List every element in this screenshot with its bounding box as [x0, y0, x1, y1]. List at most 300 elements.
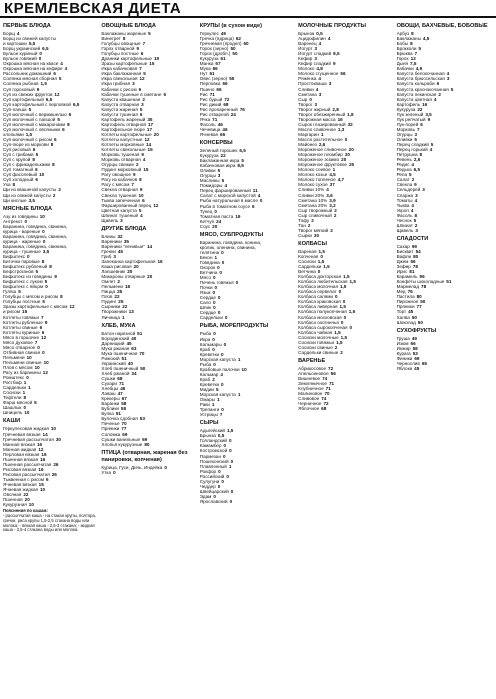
item-name: Кабачковая икра	[199, 163, 236, 169]
item-name: Молоко топленое	[298, 177, 336, 183]
section-heading: ПТИЦА (отварная, жареная без панировки, копченая)	[101, 449, 188, 463]
item-name: Горох отварной	[101, 46, 135, 52]
item-name: Окрошка мясная на кефире	[3, 66, 63, 72]
item-value: 0	[229, 498, 233, 504]
section	[298, 358, 394, 411]
item-name: Ячневая вязкая	[3, 481, 37, 487]
item-name: Бульон куриный	[3, 51, 38, 57]
item-name: Спаржа	[396, 192, 414, 198]
item-value: 0	[217, 483, 221, 489]
item-name: Костромской	[199, 448, 228, 454]
item-value: 68	[321, 406, 327, 412]
section-heading: РЫБА, МОРЕПРОДУКТЫ	[199, 323, 269, 330]
item-value: 66	[216, 86, 222, 92]
item-value: 0	[24, 218, 27, 224]
item-value: 1,5	[40, 81, 47, 87]
item-value: 20	[212, 223, 218, 229]
item-name: Кабачки	[396, 66, 414, 72]
item-value: 0	[342, 299, 346, 305]
item-name: Рисовая рассыпчатая	[3, 471, 50, 477]
item-value: 50	[232, 51, 238, 57]
item-name: Творожная масса	[298, 116, 336, 122]
item-name: Голландский	[199, 438, 227, 444]
item-name: Молоко козье	[298, 172, 328, 178]
item-name: Овсяная	[3, 492, 22, 498]
item-name: курица - тушеные	[3, 248, 41, 254]
item-value: 25	[118, 299, 124, 305]
item-name: Капуста брюссельская	[396, 76, 445, 82]
item-name: Чечевица	[199, 126, 221, 132]
item-value: 16	[422, 101, 428, 107]
item-value: 1	[216, 397, 220, 403]
item-value: 6	[53, 71, 56, 77]
item-value: 0	[213, 493, 216, 499]
item-value: 6	[41, 329, 45, 335]
item-name: Творог мягкий	[298, 227, 329, 233]
section	[200, 140, 296, 229]
item-name: Морковь отварная	[101, 157, 141, 163]
item-value: 70	[139, 350, 145, 356]
item-value: 77	[121, 426, 127, 432]
item-value: 8	[12, 182, 16, 188]
item-name: Колбаса полукопченая	[298, 309, 347, 315]
item-name: Капуста жареная	[101, 106, 138, 112]
item-name: Сельдерей	[396, 187, 421, 193]
item-value: 50	[417, 319, 423, 325]
item-value: 9	[141, 152, 144, 158]
item-name: Борщ из свежей капусты	[3, 36, 56, 42]
item-value: 12	[410, 56, 416, 62]
item-name: Ветчина	[199, 270, 218, 276]
item-value: 71	[212, 116, 218, 122]
item-name: Ячневая	[199, 131, 219, 137]
item-name: Колбаса салями	[298, 294, 333, 300]
section	[200, 23, 296, 137]
item-value: 4	[224, 183, 228, 189]
item-value: 46	[120, 386, 126, 392]
item-name: Гречневая рассыпчатая	[3, 436, 54, 442]
item-name: Нут	[199, 71, 208, 77]
item-value: 0	[223, 341, 227, 347]
item-name: Сметана	[298, 91, 317, 97]
item-value: 3	[415, 192, 418, 198]
item-name: Салат с морской капустой	[199, 193, 256, 199]
footnote-text: - рассыпчатая каша - на стакан крупы, полтора, гречки, риса крупы 1,5-2,5 стакана воды или молока; - вязкая каша - 2,5-3 стакана; - жидкая каша - 3,5-4 стакана воды или молока.	[3, 513, 96, 533]
item-name: Сардельки свиные	[298, 349, 339, 355]
item-name: Маслины	[199, 178, 220, 184]
item-name: Манка	[199, 61, 214, 67]
item-name: Шпинат тушеный	[101, 212, 139, 218]
item-name: Дарницкий	[101, 340, 125, 346]
item-value: 58	[120, 406, 127, 412]
item-value: 12	[54, 91, 60, 97]
item-name: Творог жирный	[298, 106, 331, 112]
item-value: 6	[32, 147, 36, 153]
item-value: 2	[52, 192, 56, 198]
item-value: 13	[128, 309, 134, 315]
item-name: Язык	[199, 290, 211, 296]
item-value: 7	[131, 182, 134, 188]
item-value: 0	[219, 270, 222, 276]
item-value: 6	[35, 177, 38, 183]
item-value: 99	[411, 243, 417, 249]
item-name: Суп молочный с лапшой	[3, 116, 56, 122]
item-value: 6	[138, 86, 142, 92]
item-value: 51	[115, 411, 121, 417]
item-name: Мясо духовое	[3, 339, 33, 345]
item-value: 8	[32, 157, 35, 163]
item-value: 70	[324, 391, 330, 397]
item-value: 46	[217, 121, 223, 127]
item-value: 74	[321, 396, 327, 402]
item-name: Курага	[396, 350, 411, 356]
item-name: Омары	[199, 397, 215, 403]
item-value: 6,5	[239, 147, 246, 153]
item-value: 45	[408, 309, 414, 315]
item-name: Рыба	[199, 331, 212, 337]
item-value: 4,7	[337, 177, 345, 183]
item-name: Макароны отварные	[101, 274, 146, 280]
item-name: Рыба натуральная в масле	[199, 198, 258, 204]
item-name: Яблоки	[396, 365, 413, 371]
list-item	[397, 228, 493, 233]
item-value: 0	[45, 284, 48, 290]
item-name: Омлет	[101, 279, 116, 285]
item-value: 0	[217, 310, 221, 316]
item-value: 2,6	[318, 142, 326, 148]
item-value: 8	[52, 162, 55, 168]
item-name: Пошехонский	[199, 458, 229, 464]
item-name: Рассольник домашний	[3, 71, 52, 77]
item-value: 6	[46, 476, 49, 482]
item-name: Суп томатный	[3, 167, 34, 173]
item-value: 56	[410, 259, 416, 265]
item-name: Бифштекс	[3, 253, 26, 259]
item-name: Каша рисовая	[101, 264, 132, 270]
item-name: Вишневое	[298, 376, 321, 381]
item-value: 96	[419, 274, 425, 280]
item-name: Масло растительное	[298, 136, 343, 142]
item-value: 47	[117, 391, 123, 397]
item-name: Украинский	[101, 360, 126, 366]
item-name: Рагу из баранины	[3, 370, 41, 376]
item-value: 1,5	[339, 304, 346, 310]
item-name: Капуста цветная	[396, 96, 432, 102]
item-value: 4	[326, 187, 329, 193]
item-value: 5	[42, 299, 45, 305]
item-value: 0	[230, 458, 234, 464]
item-value: 19	[153, 56, 160, 62]
item-name: Сосиски свиные	[298, 344, 333, 350]
list-item	[298, 350, 394, 355]
item-name: Яблочное	[298, 406, 320, 412]
item-name: Пшенная	[3, 497, 23, 503]
item-name: Малиновое	[298, 391, 323, 397]
item-name: Рыба в томатном соусе	[199, 203, 251, 209]
item-value: 1,5	[25, 131, 33, 137]
item-name: Капуста отварная	[101, 101, 140, 107]
item-name: Суп картофельный с перловкой	[3, 101, 71, 107]
item-value: 63	[131, 345, 137, 351]
item-name: Кабачки с рисом	[101, 86, 137, 92]
item-name: Мясо отварное	[3, 344, 36, 350]
item-value: 15	[143, 167, 149, 173]
item-name: Морская капуста	[199, 392, 236, 398]
item-value: 18	[124, 284, 131, 290]
item-value: 2	[411, 177, 415, 183]
item-name: Бифштекс из говядины	[3, 274, 53, 280]
item-value: 53	[412, 350, 418, 356]
item-value: 1,5	[336, 339, 343, 345]
item-name: Инжир	[396, 345, 411, 351]
section-heading: КОНСЕРВЫ	[199, 139, 233, 146]
item-name: Баклажаны жареные	[101, 31, 147, 36]
item-name: Сало	[199, 300, 211, 306]
item-value: 5	[139, 106, 143, 112]
item-value: 4	[315, 86, 319, 92]
item-name: Пряники	[101, 426, 120, 432]
item-value: 20	[341, 157, 347, 163]
item-value: 1,5	[318, 248, 325, 254]
item-name: Томатная паста	[199, 213, 234, 219]
item-name: Почки	[199, 285, 213, 291]
item-value: 7	[34, 339, 38, 345]
item-name: Изюм	[396, 340, 409, 346]
section-heading: СЫРЫ	[199, 420, 219, 427]
item-name: Рисовая вязкая	[3, 466, 37, 472]
item-value: 22	[122, 304, 128, 310]
item-name: Крабовые палочки	[199, 366, 240, 372]
item-name: Суп с грибами	[3, 152, 34, 158]
item-value: 8	[49, 264, 52, 270]
item-name: Пастила	[396, 294, 415, 300]
item-value: 16	[337, 116, 343, 122]
item-name: Бифштекс с яйцом	[3, 284, 44, 290]
item-value: 4	[410, 207, 414, 213]
item-name: Пудинг морковный	[101, 167, 142, 173]
item-name: Кукурузная	[3, 502, 27, 508]
item-value: 16	[40, 456, 46, 462]
item-name: Бифштекс с луком	[3, 279, 43, 285]
item-name: Плавленный	[199, 463, 227, 469]
list-item	[298, 406, 394, 411]
item-name: Щи из квашеной капусты	[3, 187, 57, 193]
item-value: 1,5	[334, 329, 341, 335]
item-name: Мармелад	[396, 284, 420, 290]
item-value: 6	[252, 203, 255, 209]
item-name: Суп-лапша	[3, 106, 27, 112]
item-value: 0	[235, 280, 239, 286]
item-name: Бульон говяжий	[3, 56, 37, 62]
item-value: 66	[222, 81, 228, 87]
item-name: Мука пшеничная	[101, 350, 138, 356]
item-value: 1	[332, 167, 336, 173]
item-name: Бекон	[199, 254, 213, 260]
item-value: 3,5	[425, 111, 432, 117]
item-value: 2	[334, 344, 338, 350]
item-name: Уха	[3, 182, 11, 188]
item-name: Финики	[396, 355, 413, 361]
item-name: Салат	[396, 177, 410, 183]
item-value: 7	[414, 51, 418, 57]
item-value: 3	[120, 217, 123, 223]
item-name: Колбаса краковская	[298, 299, 341, 305]
section-heading: ОВОЩИ, БАХЧЕВЫЕ, БОБОВЫЕ	[396, 23, 488, 29]
item-name: Колбаса сервелат	[298, 289, 337, 295]
item-name: Сыр творожный	[298, 207, 333, 213]
item-name: Лук зеленый	[396, 111, 424, 117]
item-name: Огурцы	[199, 173, 216, 179]
item-name: Баранки	[101, 401, 120, 407]
item-value: 10	[241, 366, 247, 372]
section	[200, 420, 296, 504]
item-value: 61	[209, 71, 215, 77]
item-value: 80	[416, 294, 422, 300]
item-name: Кабачки тушеные в сметане	[101, 91, 162, 97]
item-name: Зразы картофельные с мясом	[3, 304, 68, 310]
item-value: 30	[313, 232, 320, 238]
item-name: Трепанги	[199, 407, 220, 413]
item-name: Брынза	[298, 31, 315, 36]
item-name: Свекла тушеная	[101, 192, 137, 198]
item-name: Молоко сгущенное	[298, 71, 339, 77]
item-name: Кукуруза	[199, 153, 219, 159]
item-value: 1	[320, 131, 324, 137]
item-value: 6	[68, 111, 72, 117]
list-item	[200, 224, 296, 229]
item-value: 1	[214, 254, 218, 260]
item-name: Икра кабачковая	[101, 66, 138, 72]
item-value: 0	[212, 346, 215, 352]
section	[3, 418, 99, 507]
item-name: Колбаса чайная	[298, 329, 333, 335]
item-name: Овес (зерно)	[199, 76, 228, 82]
item-value: 4	[318, 76, 321, 82]
item-name: Котлеты морковные	[101, 142, 145, 148]
item-name: Рис дикий	[199, 101, 222, 107]
item-value: 2	[438, 91, 441, 97]
item-value: 3	[415, 227, 418, 233]
item-value: 10	[24, 410, 30, 416]
item-name: Солянка рыбная	[3, 81, 39, 87]
item-name: Рис бурый	[199, 96, 223, 102]
item-name: Баранина, говядина, свинина,	[3, 233, 68, 239]
item-value: 20	[348, 147, 354, 153]
item-value: 32	[117, 233, 123, 239]
item-name: Кальмар	[199, 371, 219, 377]
item-value: 3	[132, 81, 135, 87]
item-name: Сахар	[396, 243, 410, 249]
item-value: 1	[121, 314, 125, 320]
item-value: 2	[117, 279, 120, 285]
item-value: 5	[241, 158, 244, 164]
item-value: 10	[34, 365, 40, 370]
item-name: Утка	[101, 469, 112, 475]
item-name: Икра грибная	[101, 81, 131, 87]
item-name: Мороженое эскимо	[298, 157, 340, 163]
column	[2, 20, 100, 533]
item-name: Горох (дробл.)	[199, 51, 231, 57]
item-name: Редька	[396, 167, 412, 173]
item-name: Капуста тушеная	[101, 111, 138, 117]
item-value: 8	[50, 142, 54, 148]
item-name: Манная жидкая	[3, 446, 37, 452]
item-name: Йогурт	[298, 46, 313, 52]
section-heading: ВАРЕНЬЕ	[298, 357, 326, 364]
item-name: Шоколад	[396, 319, 416, 325]
item-value: 1,8	[347, 111, 354, 117]
item-value: 10	[43, 359, 49, 365]
item-value: 11	[252, 188, 258, 194]
item-value: 22	[114, 294, 120, 300]
item-value: 1,5	[317, 259, 325, 265]
list-item	[3, 410, 99, 415]
item-value: 0,5	[217, 433, 225, 439]
item-name: Мед	[396, 289, 406, 295]
section-heading: ПЕРВЫЕ БЛЮДА	[3, 23, 51, 29]
item-value: 15	[22, 309, 28, 315]
item-value: 3	[217, 173, 221, 179]
item-name: Сердце	[199, 295, 216, 301]
item-value: 54	[415, 248, 421, 254]
item-name: Геркулесовая жидкая	[3, 426, 49, 432]
item-value: 51	[446, 279, 452, 285]
item-name: Хлебцы	[101, 386, 119, 392]
item-name: Творожники	[101, 309, 127, 315]
item-name: Бисквит	[396, 248, 414, 254]
item-name: Рижский	[101, 355, 120, 361]
item-value: 35	[147, 116, 153, 122]
item-name: Шпинат	[396, 222, 413, 228]
item-value: 8	[411, 31, 414, 36]
item-value: 8,5	[333, 51, 340, 57]
item-name: Кефир сладкий	[298, 61, 331, 67]
item-value: 56	[330, 370, 336, 376]
item-name: Суп молочный с макаронами	[3, 121, 66, 127]
item-name: Лук-порей	[396, 121, 419, 127]
item-value: 0	[340, 319, 344, 325]
item-value: 5	[58, 76, 62, 82]
item-name: Вафли	[396, 253, 412, 259]
item-name: Молоко соевое	[298, 167, 331, 173]
item-value: 71	[209, 91, 215, 97]
item-name: Креветки	[199, 351, 220, 357]
list-item	[200, 315, 296, 320]
section-heading: КОЛБАСЫ	[298, 240, 327, 247]
item-name: Апельсиновое	[298, 370, 329, 376]
item-value: 51	[121, 355, 127, 361]
list-item	[200, 499, 296, 504]
item-name: Ярославский	[199, 498, 228, 504]
item-value: 10	[39, 487, 46, 493]
item-value: 26	[53, 461, 59, 467]
item-value: 68	[223, 101, 229, 107]
item-name: Редис	[396, 162, 410, 168]
item-value: 72	[328, 365, 334, 371]
item-value: 40	[127, 360, 133, 366]
item-value: 12	[41, 334, 47, 340]
item-value: 0	[221, 478, 224, 484]
item-value: 69	[414, 355, 420, 361]
item-value: 0	[42, 238, 46, 244]
item-name: Краб	[199, 376, 211, 382]
item-value: 17	[146, 126, 153, 132]
item-value: 5	[35, 152, 39, 158]
item-value: 0	[259, 198, 263, 204]
section-heading: МЯСО, СУБПРОДУКТЫ	[199, 231, 264, 238]
item-name: Тефтели	[3, 395, 22, 401]
item-value: 3	[314, 101, 318, 107]
